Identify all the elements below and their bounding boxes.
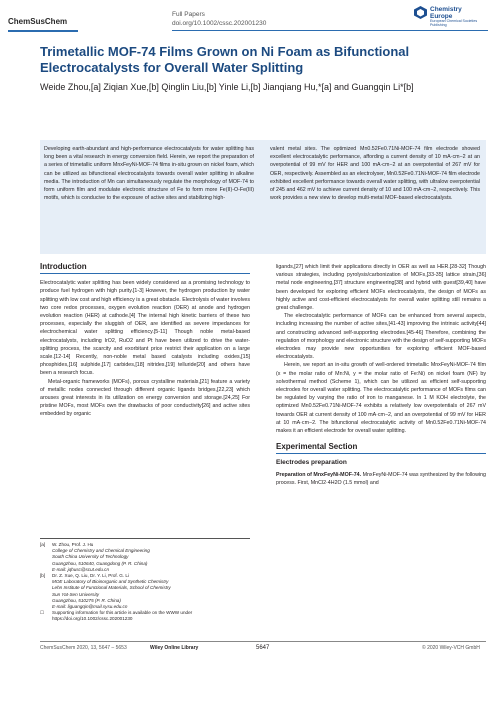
body-paragraph-3: Herein, we report an in-situ growth of well-ordered trimetallic MnxFeyNi-MOF-74 film (x = the molar ratio of Mn:Ni, y = the molar ratio of Fe:Ni) on nickel foam (NF) by solvothermal method (Scheme 1), which can be utilized as efficient self-supporting electrodes for overall water splitting. The electrocatalytic performance of MOFs films can be regulated by varying the ratio of iron to manganese. In 1 M KOH electrolyte, the optimized Mn0.52Fe0.71Ni-MOF-74 exhibits a relatively low overpotentials of 267 mV towards OER at current density of 100 mA·cm−2, and an overpotential of 99 mV for HER at 10 mA·cm−2. The bifunctional electrocatalytic activity of Mn0.52Fe0.71Ni-MOF-74 makes it an efficient electrode for overall water splitting.	[276, 362, 486, 435]
abstract	[40, 140, 486, 254]
affiliation-text: Dr. Z. Xue, Q. Liu, Dr. Y. Li, Prof. G. Li	[52, 573, 129, 579]
affiliation-rule	[40, 538, 250, 539]
affiliation-text: E-mail: jqhusc@scut.edu.cn	[52, 566, 110, 572]
affiliation-text: Guangzhou, 510275 (P. R. China)	[52, 597, 121, 603]
affiliation-text: South China University of Technology	[52, 554, 129, 560]
section-heading-experimental: Experimental Section	[276, 442, 358, 452]
intro-paragraph-2: Metal-organic frameworks (MOFs), porous crystalline materials,[21] feature a variety of metallic nodes connected through different organic ligands bridges,[22,23] which arouses great interests in its utilization on energy conversion and storage.[24,25] For pristine MOFs, most MOFs own the drawbacks of poor conductivity[26] and active sites embedded by organic	[40, 378, 250, 418]
subsection-heading: Electrodes preparation	[276, 459, 347, 467]
footer-citation: ChemSusChem 2020, 13, 5647 – 5653	[40, 645, 127, 651]
affiliation-text: W. Zhou, Prof. J. Hu	[52, 542, 94, 547]
experimental-text: MnxFeyNi-MOF-74 was synthesized by the following process. First, MnCl2·4H2O (1.5 mmol) and	[276, 471, 486, 486]
footer-rule	[40, 641, 486, 642]
article-title: Trimetallic MOF-74 Films Grown on Ni Foam as Bifunctional Electrocatalysts for Overall Water Splitting	[40, 44, 410, 75]
doi-link[interactable]: doi.org/10.1002/cssc.202001230	[172, 20, 267, 27]
affiliation-text: College of Chemistry and Chemical Engineering	[52, 548, 150, 554]
publisher-logo	[414, 4, 492, 32]
affiliation-text: MOE Laboratory of Bioinorganic and Synthetic Chemistry	[52, 579, 169, 585]
header-rule-left	[8, 30, 78, 32]
left-column	[40, 263, 250, 419]
affiliation-text: E-mail: liguangqin@mail.sysu.edu.cn	[52, 604, 128, 610]
logo-subtext: European Chemical Societies Publishing	[430, 19, 478, 27]
right-column	[276, 263, 486, 487]
affiliation-text: Sun Yat-Sen University	[52, 591, 100, 597]
section-label: Full Papers	[172, 11, 205, 18]
affiliation-tag: [b]	[40, 573, 46, 579]
section-rule	[276, 453, 486, 454]
journal-name: ChemSusChem	[8, 17, 68, 26]
body-paragraph-1: ligands,[27] which limit their applications directly in OER as well as HER.[28-32] Though various strategies, including pyrolysis/carbonization of MOFs,[33-35] lattice strain,[36] metal node engineering,[37] structure engineering[38] and hybrid with guest[39,40] have been developed for exploring efficient MOFs electrocatalysts, the design of MOFs as highly active and cost-efficient electrocatalysts for overall water splitting still remains a great challenge.	[276, 264, 486, 312]
body-paragraph-2: The electrocatalytic performance of MOFs can be enhanced from several aspects, including increasing the number of active sites,[41-43] improving the intrinsic activity[44] and constructing advanced self-supporting electrodes.[45-46] Therefore, combining the regulation of morphology and electronic structure with the design of self-supporting MOFs electrodes may provide new opportunities for exploring efficient MOF-based electrocatalysts.	[276, 313, 486, 361]
section-heading-introduction: Introduction	[40, 262, 87, 271]
intro-paragraph-1: Electrocatalytic water splitting has been widely considered as a promising technology to produce fuel hydrogen with high purity.[1-3] However, the hydrogen production by water splitting with low cost and high efficiency is a great obstacle. Electrolysis of water involves two core redox processes, oxygen evolution reaction (OER) at anode and hydrogen evolution reaction (HER) at cathode.[4] The internal high kinetic barriers of these two processes, especially the sluggish of OER, are identified as severe impedances for electrochemical water splitting efficiency.[5-11] Though noble metal-based electrocatalysts, including IrO2, RuO2 and Pt have been utilized to drive the water-splitting process, the scarcity and exorbitant price restrict their application on a large scale.[12-14] Recently, non-noble metal based catalysts including oxides,[15] phosphides,[16] sulphide,[17] carbides,[18] nitrides,[19] telluride[20] and others have been a research focus.	[40, 280, 250, 377]
article-section-doi	[172, 10, 266, 28]
affiliation-text: Lehn Institute of Functional Materials, School of Chemistry	[52, 585, 171, 591]
abstract-right: valent metal sites. The optimized Mn0.52Fe0.71Ni-MOF-74 film electrode showed excellent electrocatalytic performance, affording a current density of 10 mA·cm−2 at an overpotential of 99 mV for HER and 100 mA·cm−2 at an overpotential of 267 mV for OER, respectively. Assembled as an electrolyser, Mn0.52Fe0.71Ni-MOF-74 film electrode exhibited excellent performance towards overall water splitting, with ultralow overpotential of 245 and 462 mV to achieve current density of 10 and 100 mA·cm−2, respectively. This work provides a new view to develop multi-metal MOF-based electrocatalysts.	[270, 146, 480, 202]
footer-brand: Wiley Online Library	[150, 645, 199, 651]
chemistry-europe-logo-icon	[414, 6, 427, 19]
abstract-left: Developing earth-abundant and high-performance electrocatalysts for water splitting has long been a vital research in energy conversion field. Herein, we report the preparation of a series of trimetallic uniform MnxFeyNi-MOF-74 films in-situ grown on nickel foam, which can be utilized as bifunctional electrocatalysts towards overall water splitting in alkaline media. The introduction of Mn can simultaneously regulate the morphology of MOF-74 to form uniform film and modulate electronic structure of Fe to form more Fe(II)-O-Fe(III) motifs, which is conducive to the exposure of active sites and stabilizing high-	[44, 146, 254, 202]
affiliation-line	[40, 610, 250, 622]
affiliation-text: Guangzhou, 510640, Guangdong (P. R. China)	[52, 560, 148, 566]
affiliations	[40, 542, 250, 623]
experimental-bold-lead: Preparation of MnxFeyNi-MOF-74.	[276, 471, 362, 478]
affiliation-text: Supporting information for this article is available on the WWW under https://doi.org/10.1002/cssc.202001230	[52, 610, 193, 622]
section-rule	[40, 273, 250, 274]
author-list: Weide Zhou,[a] Ziqian Xue,[b] Qinglin Liu,[b] Yinle Li,[b] Jianqiang Hu,*[a] and Guangqin Li*[b]	[40, 82, 414, 92]
affiliation-tag: ☐	[40, 610, 45, 616]
footer-copyright: © 2020 Wiley-VCH GmbH	[422, 645, 480, 651]
logo-text: Chemistry Europe	[430, 6, 462, 20]
experimental-paragraph	[276, 471, 486, 487]
affiliation-tag: [a]	[40, 542, 46, 547]
footer-page-number: 5647	[256, 645, 270, 651]
